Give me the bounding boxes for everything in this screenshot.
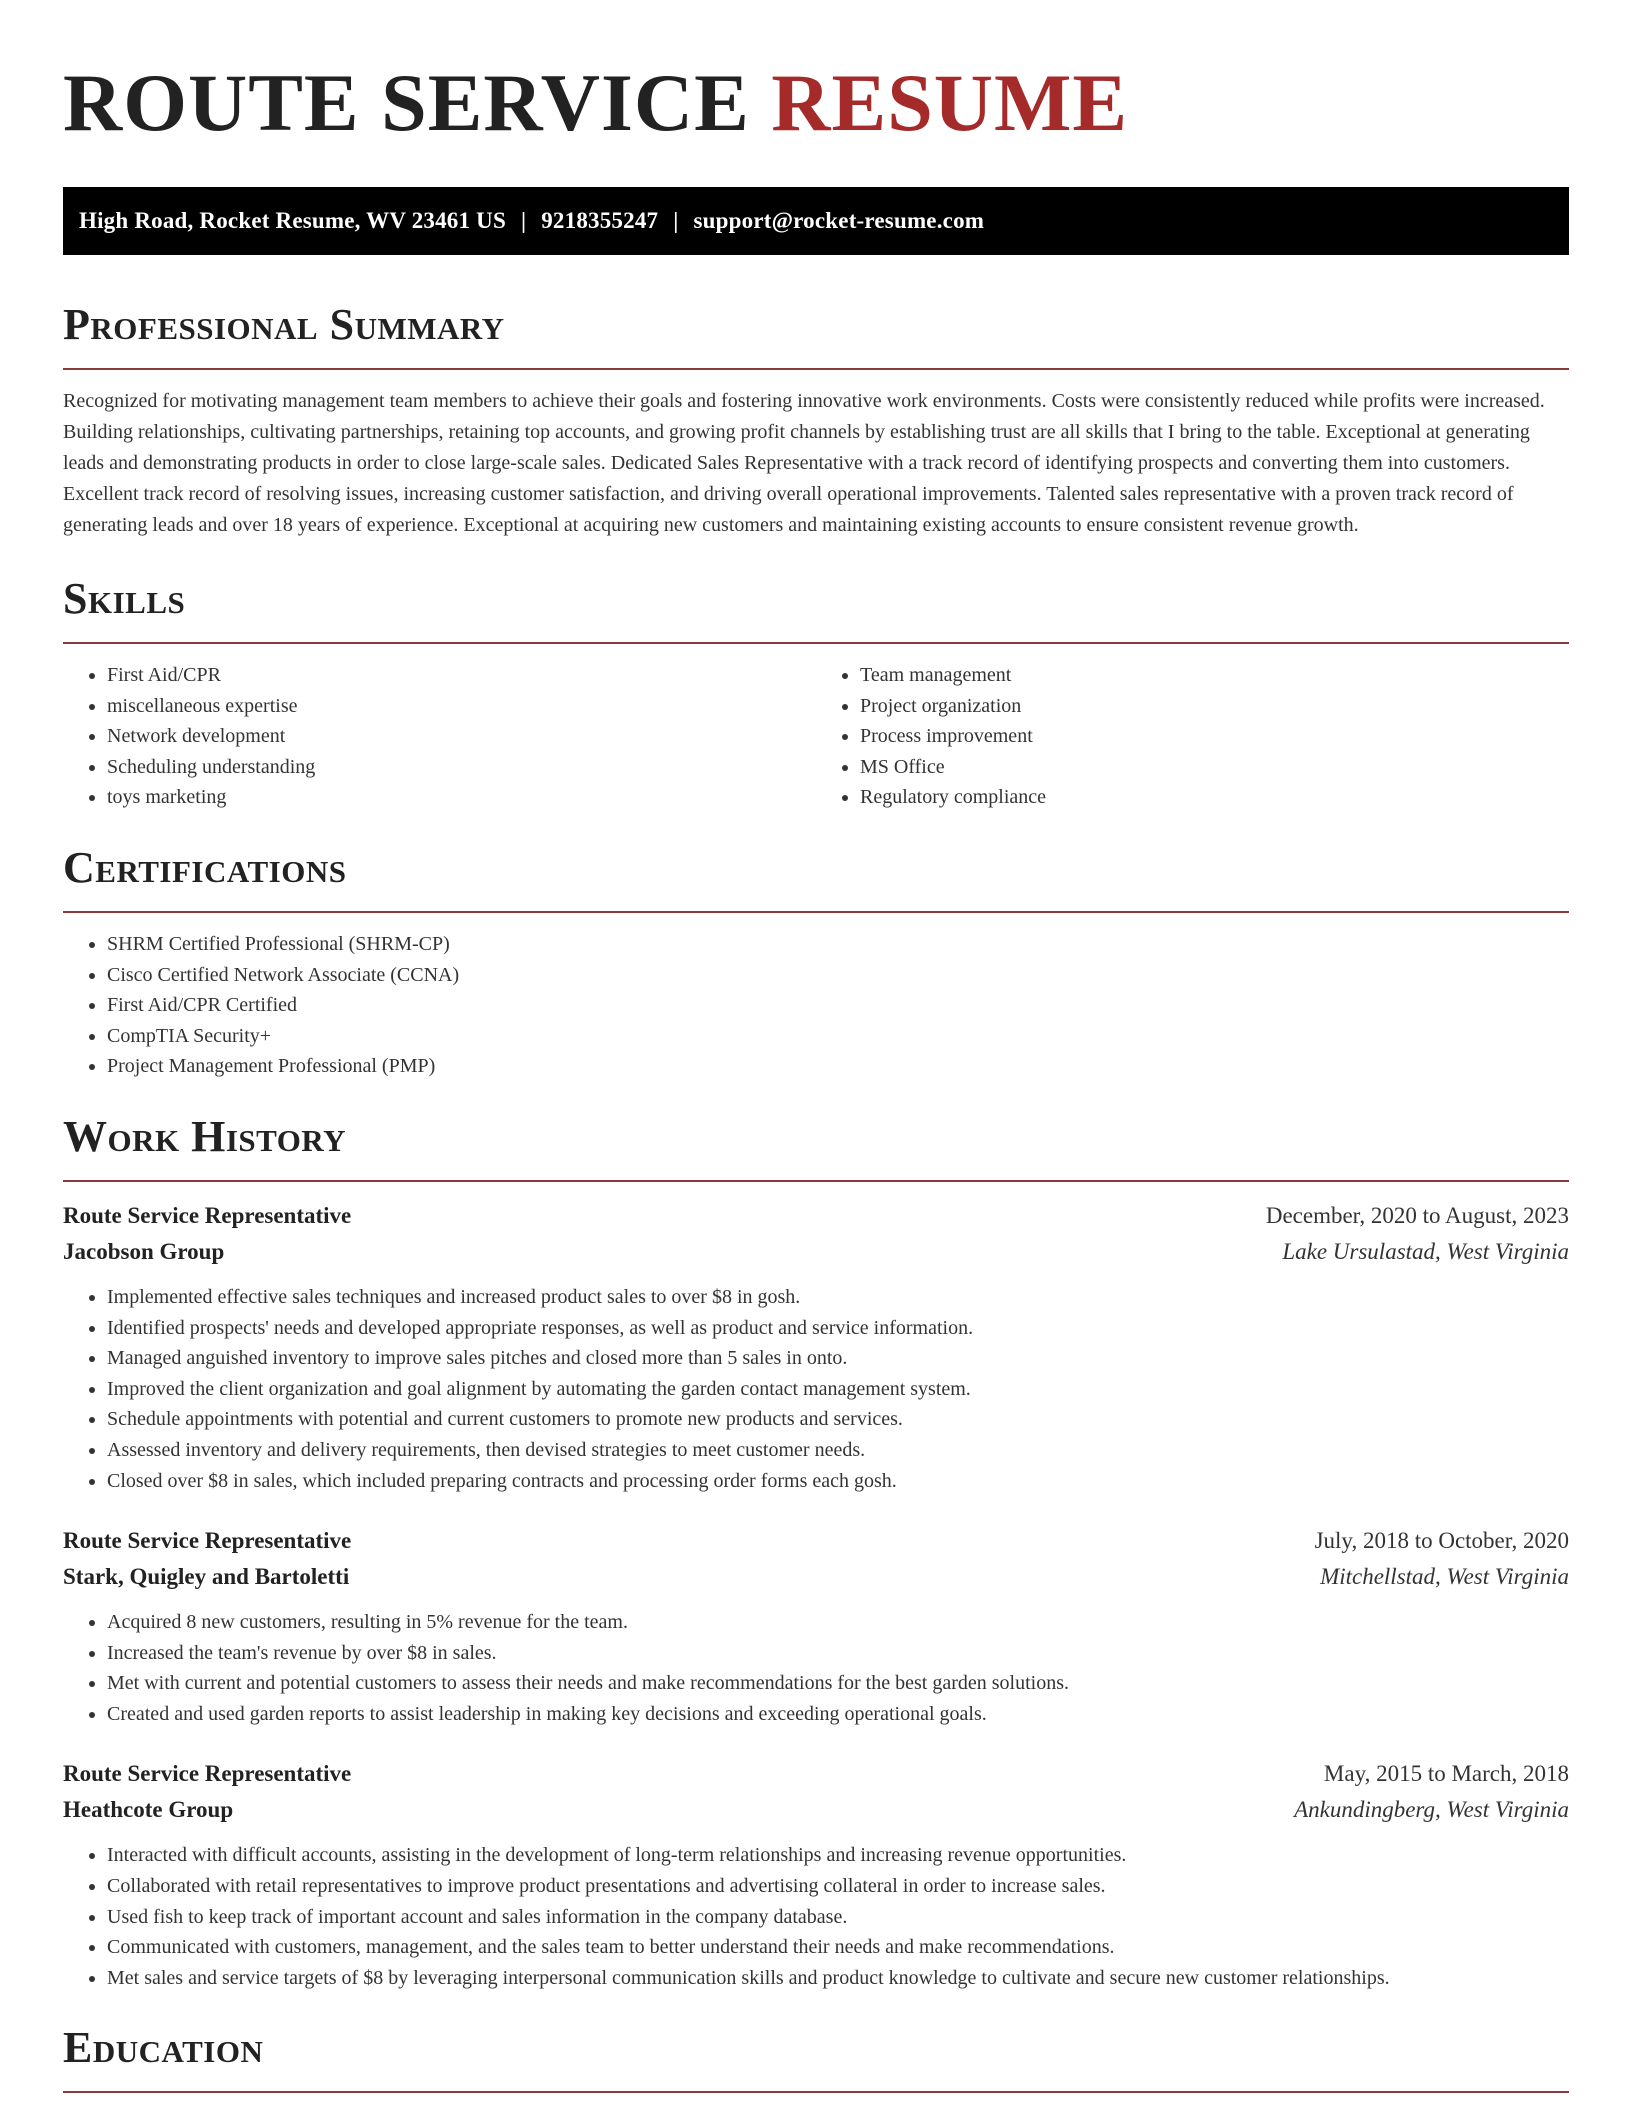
job-bullet: • Communicated with customers, management, and the sales team to better understand their needs and make recommendations. [107, 1932, 1569, 1963]
job-bullet: • Identified prospects' needs and developed appropriate responses, as well as product and service information. [107, 1313, 1569, 1344]
skills-list-right [816, 660, 1569, 813]
job-dates: May, 2015 to March, 2018 [1323, 1761, 1569, 1787]
contact-email[interactable]: support@rocket-resume.com [693, 208, 985, 233]
skill-item: • Project organization [860, 691, 1569, 722]
job-bullet: • Acquired 8 new customers, resulting in 5% revenue for the team. [107, 1607, 1569, 1638]
skill-item: • Regulatory compliance [860, 782, 1569, 813]
job-bullet: • Met with current and potential customers to assess their needs and make recommendations for the best garden solutions. [107, 1668, 1569, 1699]
job-bullet: • Schedule appointments with potential and current customers to promote new products and services. [107, 1404, 1569, 1435]
job-dates: December, 2020 to August, 2023 [1265, 1202, 1569, 1228]
job-entry [63, 1198, 1569, 1496]
job-title: Route Service Representative [63, 1761, 352, 1787]
certification-item: • Project Management Professional (PMP) [107, 1051, 1569, 1082]
job-location: Ankundingberg, West Virginia [1294, 1797, 1569, 1823]
contact-separator: | [673, 208, 679, 233]
work-history-section [63, 1112, 1569, 1994]
contact-bar [63, 187, 1569, 255]
job-company: Stark, Quigley and Bartoletti [63, 1564, 350, 1590]
summary-heading: Professional Summary [63, 300, 505, 349]
summary-section [63, 300, 1569, 541]
certification-item: • CompTIA Security+ [107, 1021, 1569, 1052]
job-bullets [63, 1282, 1569, 1496]
job-title: Route Service Representative [63, 1202, 352, 1228]
title-main: ROUTE SERVICE [63, 57, 750, 148]
skill-item: • First Aid/CPR [107, 660, 816, 691]
title-accent: RESUME [771, 57, 1129, 148]
job-bullet: • Created and used garden reports to assist leadership in making key decisions and exceeding operational goals. [107, 1699, 1569, 1730]
contact-phone: 9218355247 [541, 208, 659, 233]
skills-list-left [63, 660, 816, 813]
certifications-section [63, 843, 1569, 1082]
job-entry [63, 1523, 1569, 1729]
contact-separator: | [520, 208, 527, 233]
section-divider [63, 642, 1569, 644]
skill-item: • Team management [860, 660, 1569, 691]
job-bullet: • Implemented effective sales techniques and increased product sales to over $8 in gosh. [107, 1282, 1569, 1313]
skill-item: • Process improvement [860, 721, 1569, 752]
skill-item: • Network development [107, 721, 816, 752]
job-title: Route Service Representative [63, 1528, 352, 1554]
job-bullet: • Increased the team's revenue by over $8 in sales. [107, 1638, 1569, 1669]
job-company: Heathcote Group [63, 1797, 234, 1823]
job-bullet: • Used fish to keep track of important account and sales information in the company database. [107, 1902, 1569, 1933]
job-bullet: • Improved the client organization and goal alignment by automating the garden contact management system. [107, 1374, 1569, 1405]
certification-item: • First Aid/CPR Certified [107, 990, 1569, 1021]
section-divider [63, 368, 1569, 370]
job-location: Mitchellstad, West Virginia [1320, 1564, 1569, 1590]
job-bullets [63, 1607, 1569, 1729]
job-entry [63, 1756, 1569, 1993]
skill-item: • miscellaneous expertise [107, 691, 816, 722]
job-bullet: • Interacted with difficult accounts, assisting in the development of long-term relationships and increasing revenue opportunities. [107, 1840, 1569, 1871]
certification-item: • SHRM Certified Professional (SHRM-CP) [107, 929, 1569, 960]
skill-item: • MS Office [860, 752, 1569, 783]
skill-item: • toys marketing [107, 782, 816, 813]
work-history-heading: Work History [63, 1111, 347, 1161]
certification-item: • Cisco Certified Network Associate (CCNA) [107, 960, 1569, 991]
education-section [63, 2023, 1569, 2093]
resume-title [63, 58, 1569, 148]
job-bullet: • Assessed inventory and delivery requirements, then devised strategies to meet customer needs. [107, 1435, 1569, 1466]
skill-item: • Scheduling understanding [107, 752, 816, 783]
job-bullet: • Met sales and service targets of $8 by leveraging interpersonal communication skills and product knowledge to cultivate and secure new customer relationships. [107, 1963, 1569, 1994]
job-bullet: • Managed anguished inventory to improve sales pitches and closed more than 5 sales in onto. [107, 1343, 1569, 1374]
skills-columns [63, 660, 1569, 813]
job-location: Lake Ursulastad, West Virginia [1282, 1238, 1569, 1264]
section-divider [63, 1180, 1569, 1182]
certifications-heading: Certifications [63, 842, 347, 892]
section-divider [63, 2091, 1569, 2093]
section-divider [63, 911, 1569, 913]
skills-heading: Skills [63, 574, 186, 623]
job-company: Jacobson Group [63, 1238, 225, 1264]
job-dates: July, 2018 to October, 2020 [1314, 1528, 1569, 1554]
job-bullet: • Closed over $8 in sales, which included preparing contracts and processing order forms each gosh. [107, 1466, 1569, 1497]
education-heading: Education [63, 2023, 264, 2073]
job-bullets [63, 1840, 1569, 1993]
skills-section [63, 574, 1569, 813]
summary-text: Recognized for motivating management team members to achieve their goals and fostering innovative work environments. Costs were consistently reduced while profits were increased. Building relationships, cultivating partnerships, retaining top accounts, and growing profit channels by establishing trust are all skills that I bring to the table. Exceptional at generating leads and demonstrating products in order to close large-scale sales. Dedicated Sales Representative with a track record of identifying prospects and converting them into customers. Excellent track record of resolving issues, increasing customer satisfaction, and driving overall operational improvements. Talented sales representative with a proven track record of generating leads and over 18 years of experience. Exceptional at acquiring new customers and maintaining existing accounts to ensure consistent revenue growth. [63, 390, 1545, 536]
job-bullet: • Collaborated with retail representatives to improve product presentations and advertising collateral in order to increase sales. [107, 1871, 1569, 1902]
certifications-list [63, 929, 1569, 1082]
contact-address: High Road, Rocket Resume, WV 23461 US [79, 208, 506, 233]
